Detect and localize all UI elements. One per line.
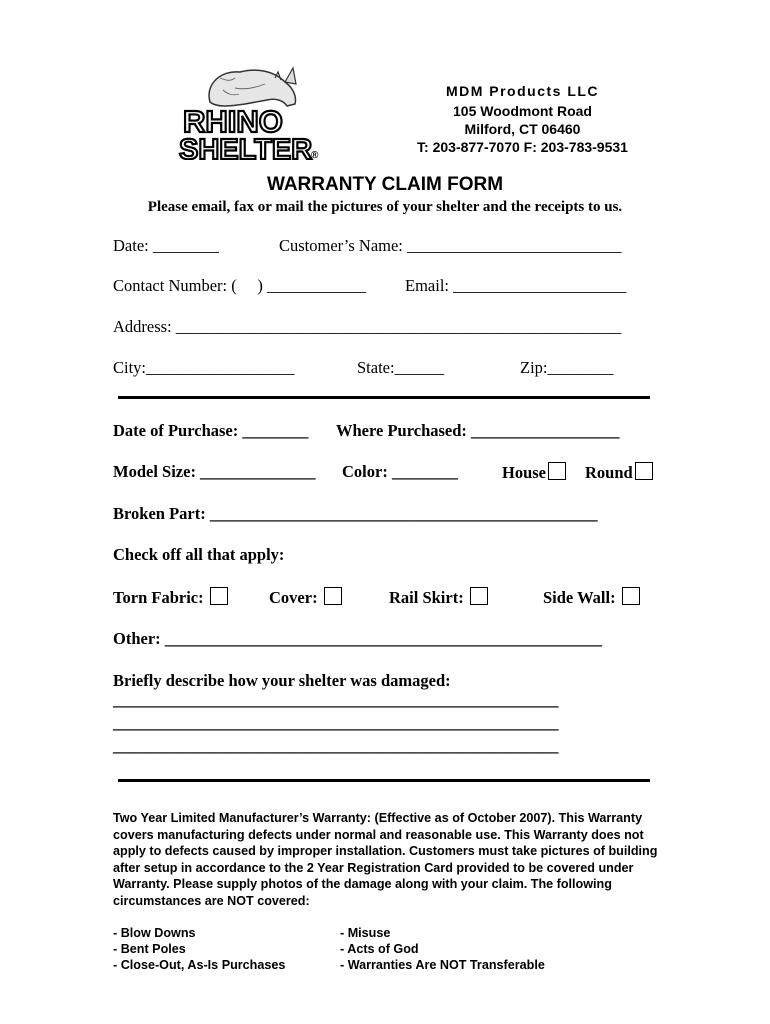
side-wall-option — [543, 587, 640, 608]
torn-fabric-label: Torn Fabric: — [113, 588, 204, 607]
form-instructions: Please email, fax or mail the pictures of your shelter and the receipts to us. — [147, 199, 623, 215]
list-item: - Warranties Are NOT Transferable — [340, 958, 545, 972]
company-address-line1: 105 Woodmont Road — [453, 103, 592, 119]
side-wall-label: Side Wall: — [543, 588, 616, 607]
rail-skirt-option — [389, 587, 488, 608]
registered-mark: ® — [311, 150, 319, 160]
date-field[interactable]: Date: ________ — [113, 236, 219, 255]
round-checkbox[interactable] — [635, 462, 653, 480]
describe-heading: Briefly describe how your shelter was damaged: — [113, 671, 451, 690]
describe-line-1[interactable]: ______________________________________________________ — [113, 690, 559, 709]
describe-line-2[interactable]: ______________________________________________________ — [113, 713, 559, 732]
torn-fabric-option — [113, 587, 228, 608]
warranty-statement: Two Year Limited Manufacturer’s Warranty: (Effective as of October 2007). This Warranty covers manufacturing defects under normal and reasonable use. This Warranty does not apply to defects caused by improper installation. Customers must take pictures of building after setup in accordance to the 2 Year Registration Card provided to be covered under Warranty. Please supply photos of the damage along with your claim. The following circumstances are NOT covered: — [113, 811, 658, 908]
rail-skirt-checkbox[interactable] — [470, 587, 488, 605]
describe-line-3[interactable]: ______________________________________________________ — [113, 736, 559, 755]
rail-skirt-label: Rail Skirt: — [389, 588, 464, 607]
company-name: MDM Products LLC — [445, 83, 600, 99]
where-purchased-field[interactable]: Where Purchased: __________________ — [336, 421, 620, 440]
logo-text-shelter: SHELTER — [179, 134, 313, 160]
model-size-field[interactable]: Model Size: ______________ — [113, 462, 316, 481]
contact-number-field[interactable]: Contact Number: ( ) ____________ — [113, 276, 366, 295]
rhino-icon — [175, 60, 325, 160]
check-all-heading: Check off all that apply: — [113, 545, 285, 564]
email-field[interactable]: Email: _____________________ — [405, 276, 627, 295]
house-checkbox[interactable] — [548, 462, 566, 480]
side-wall-checkbox[interactable] — [622, 587, 640, 605]
list-item: - Bent Poles — [113, 942, 186, 956]
address-field[interactable]: Address: ______________________________________________________ — [113, 317, 622, 336]
torn-fabric-checkbox[interactable] — [210, 587, 228, 605]
zip-field[interactable]: Zip:________ — [520, 358, 614, 377]
logo-text-rhino: RHINO — [183, 104, 283, 139]
not-covered-list-left — [113, 925, 285, 973]
cover-checkbox[interactable] — [324, 587, 342, 605]
form-title: WARRANTY CLAIM FORM — [266, 174, 504, 195]
company-phone-fax: T: 203-877-7070 F: 203-783-9531 — [417, 139, 628, 155]
house-label: House — [502, 463, 547, 482]
cover-option — [269, 587, 342, 608]
list-item: - Acts of God — [340, 942, 419, 956]
customer-name-field[interactable]: Customer’s Name: __________________________ — [279, 236, 622, 255]
round-option — [585, 462, 653, 483]
company-address-line2: Milford, CT 06460 — [464, 121, 581, 137]
city-field[interactable]: City:__________________ — [113, 358, 295, 377]
round-label: Round — [585, 463, 633, 482]
list-item: - Close-Out, As-Is Purchases — [113, 958, 286, 972]
house-option — [502, 462, 566, 483]
list-item: - Blow Downs — [113, 926, 196, 940]
color-field[interactable]: Color: ________ — [342, 462, 458, 481]
list-item: - Misuse — [340, 926, 391, 940]
rhino-shelter-logo — [175, 60, 325, 160]
broken-part-field[interactable]: Broken Part: _______________________________________________ — [113, 504, 598, 523]
section-divider-bottom — [118, 779, 650, 782]
not-covered-list-right — [340, 925, 545, 973]
other-field[interactable]: Other: _____________________________________________________ — [113, 629, 603, 648]
date-of-purchase-field[interactable]: Date of Purchase: ________ — [113, 421, 309, 440]
cover-label: Cover: — [269, 588, 318, 607]
section-divider — [118, 396, 650, 399]
state-field[interactable]: State:______ — [357, 358, 445, 377]
